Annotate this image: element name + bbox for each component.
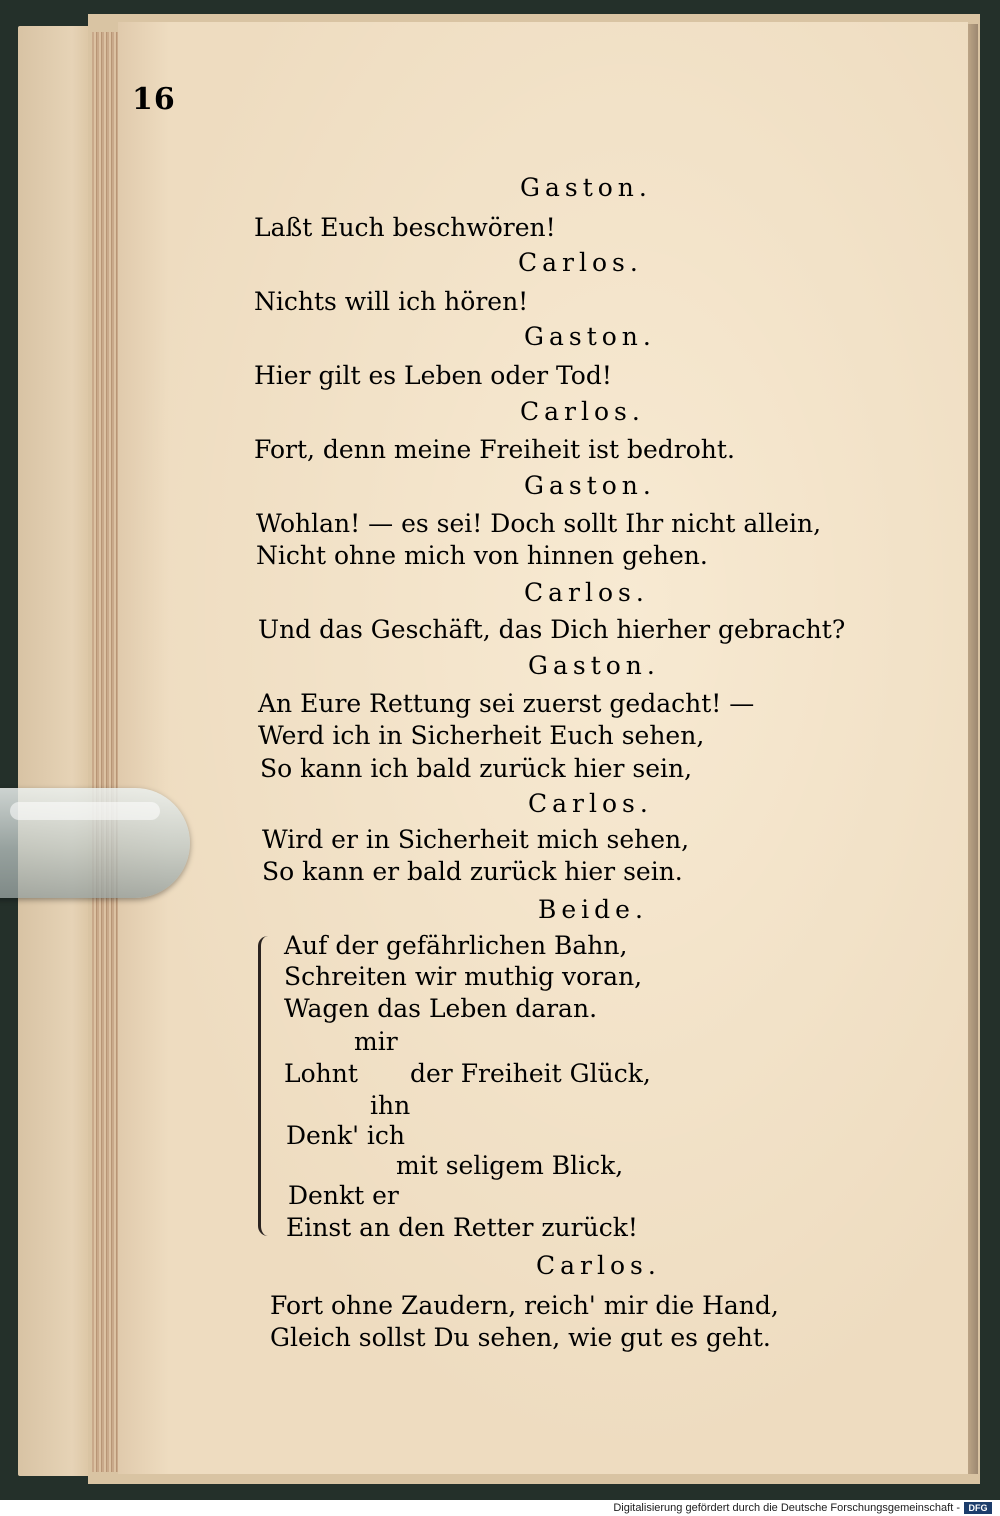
speaker-label: Carlos. <box>518 248 643 277</box>
ensemble-brace <box>258 936 275 1236</box>
verse-line: Nichts will ich hören! <box>254 287 529 316</box>
verse-line: So kann ich bald zurück hier sein, <box>260 754 693 783</box>
dfg-logo: DFG <box>964 1502 992 1514</box>
verse-line: Laßt Euch beschwören! <box>254 213 556 242</box>
speaker-label: Carlos. <box>520 397 645 426</box>
verse-line: Denkt er <box>288 1181 399 1210</box>
verse-line: So kann er bald zurück hier sein. <box>262 857 683 886</box>
verse-line: Nicht ohne mich von hinnen gehen. <box>256 541 708 570</box>
verse-line: mit seligem Blick, <box>396 1151 624 1180</box>
verse-line: Wohlan! — es sei! Doch sollt Ihr nicht allein, <box>256 509 822 538</box>
verse-line: Und das Geschäft, das Dich hierher gebracht? <box>258 615 846 644</box>
speaker-label: Beide. <box>538 895 648 924</box>
speaker-label: Carlos. <box>536 1251 661 1280</box>
verse-line: der Freiheit Glück, <box>410 1059 651 1088</box>
speaker-label: Gaston. <box>520 173 652 202</box>
speaker-label: Carlos. <box>528 789 653 818</box>
verse-line: Wird er in Sicherheit mich sehen, <box>262 825 690 854</box>
page-clip <box>0 788 190 898</box>
verse-line: Hier gilt es Leben oder Tod! <box>254 361 612 390</box>
verse-line: Gleich sollst Du sehen, wie gut es geht. <box>270 1323 771 1352</box>
speaker-label: Gaston. <box>524 322 656 351</box>
verse-line: Denk' ich <box>286 1121 406 1150</box>
verse-line: Fort ohne Zaudern, reich' mir die Hand, <box>270 1291 779 1320</box>
verse-line: mir <box>354 1027 398 1056</box>
speaker-label: Gaston. <box>524 471 656 500</box>
verse-line: Werd ich in Sicherheit Euch sehen, <box>258 721 705 750</box>
page-stack-edges <box>92 32 120 1472</box>
verse-line: Auf der gefährlichen Bahn, <box>284 931 628 960</box>
footer-credit: Digitalisierung gefördert durch die Deutsche Forschungsgemeinschaft - <box>613 1502 960 1514</box>
verse-line: Einst an den Retter zurück! <box>286 1213 638 1242</box>
verse-line: Lohnt <box>284 1059 358 1088</box>
page-number: 16 <box>132 82 176 117</box>
verse-line: ihn <box>370 1091 411 1120</box>
verse-line: Fort, denn meine Freiheit ist bedroht. <box>254 435 735 464</box>
speaker-label: Gaston. <box>528 651 660 680</box>
verse-line: Wagen das Leben daran. <box>284 994 598 1023</box>
speaker-label: Carlos. <box>524 578 649 607</box>
verse-line: Schreiten wir muthig voran, <box>284 962 643 991</box>
verse-line: An Eure Rettung sei zuerst gedacht! — <box>258 689 755 718</box>
